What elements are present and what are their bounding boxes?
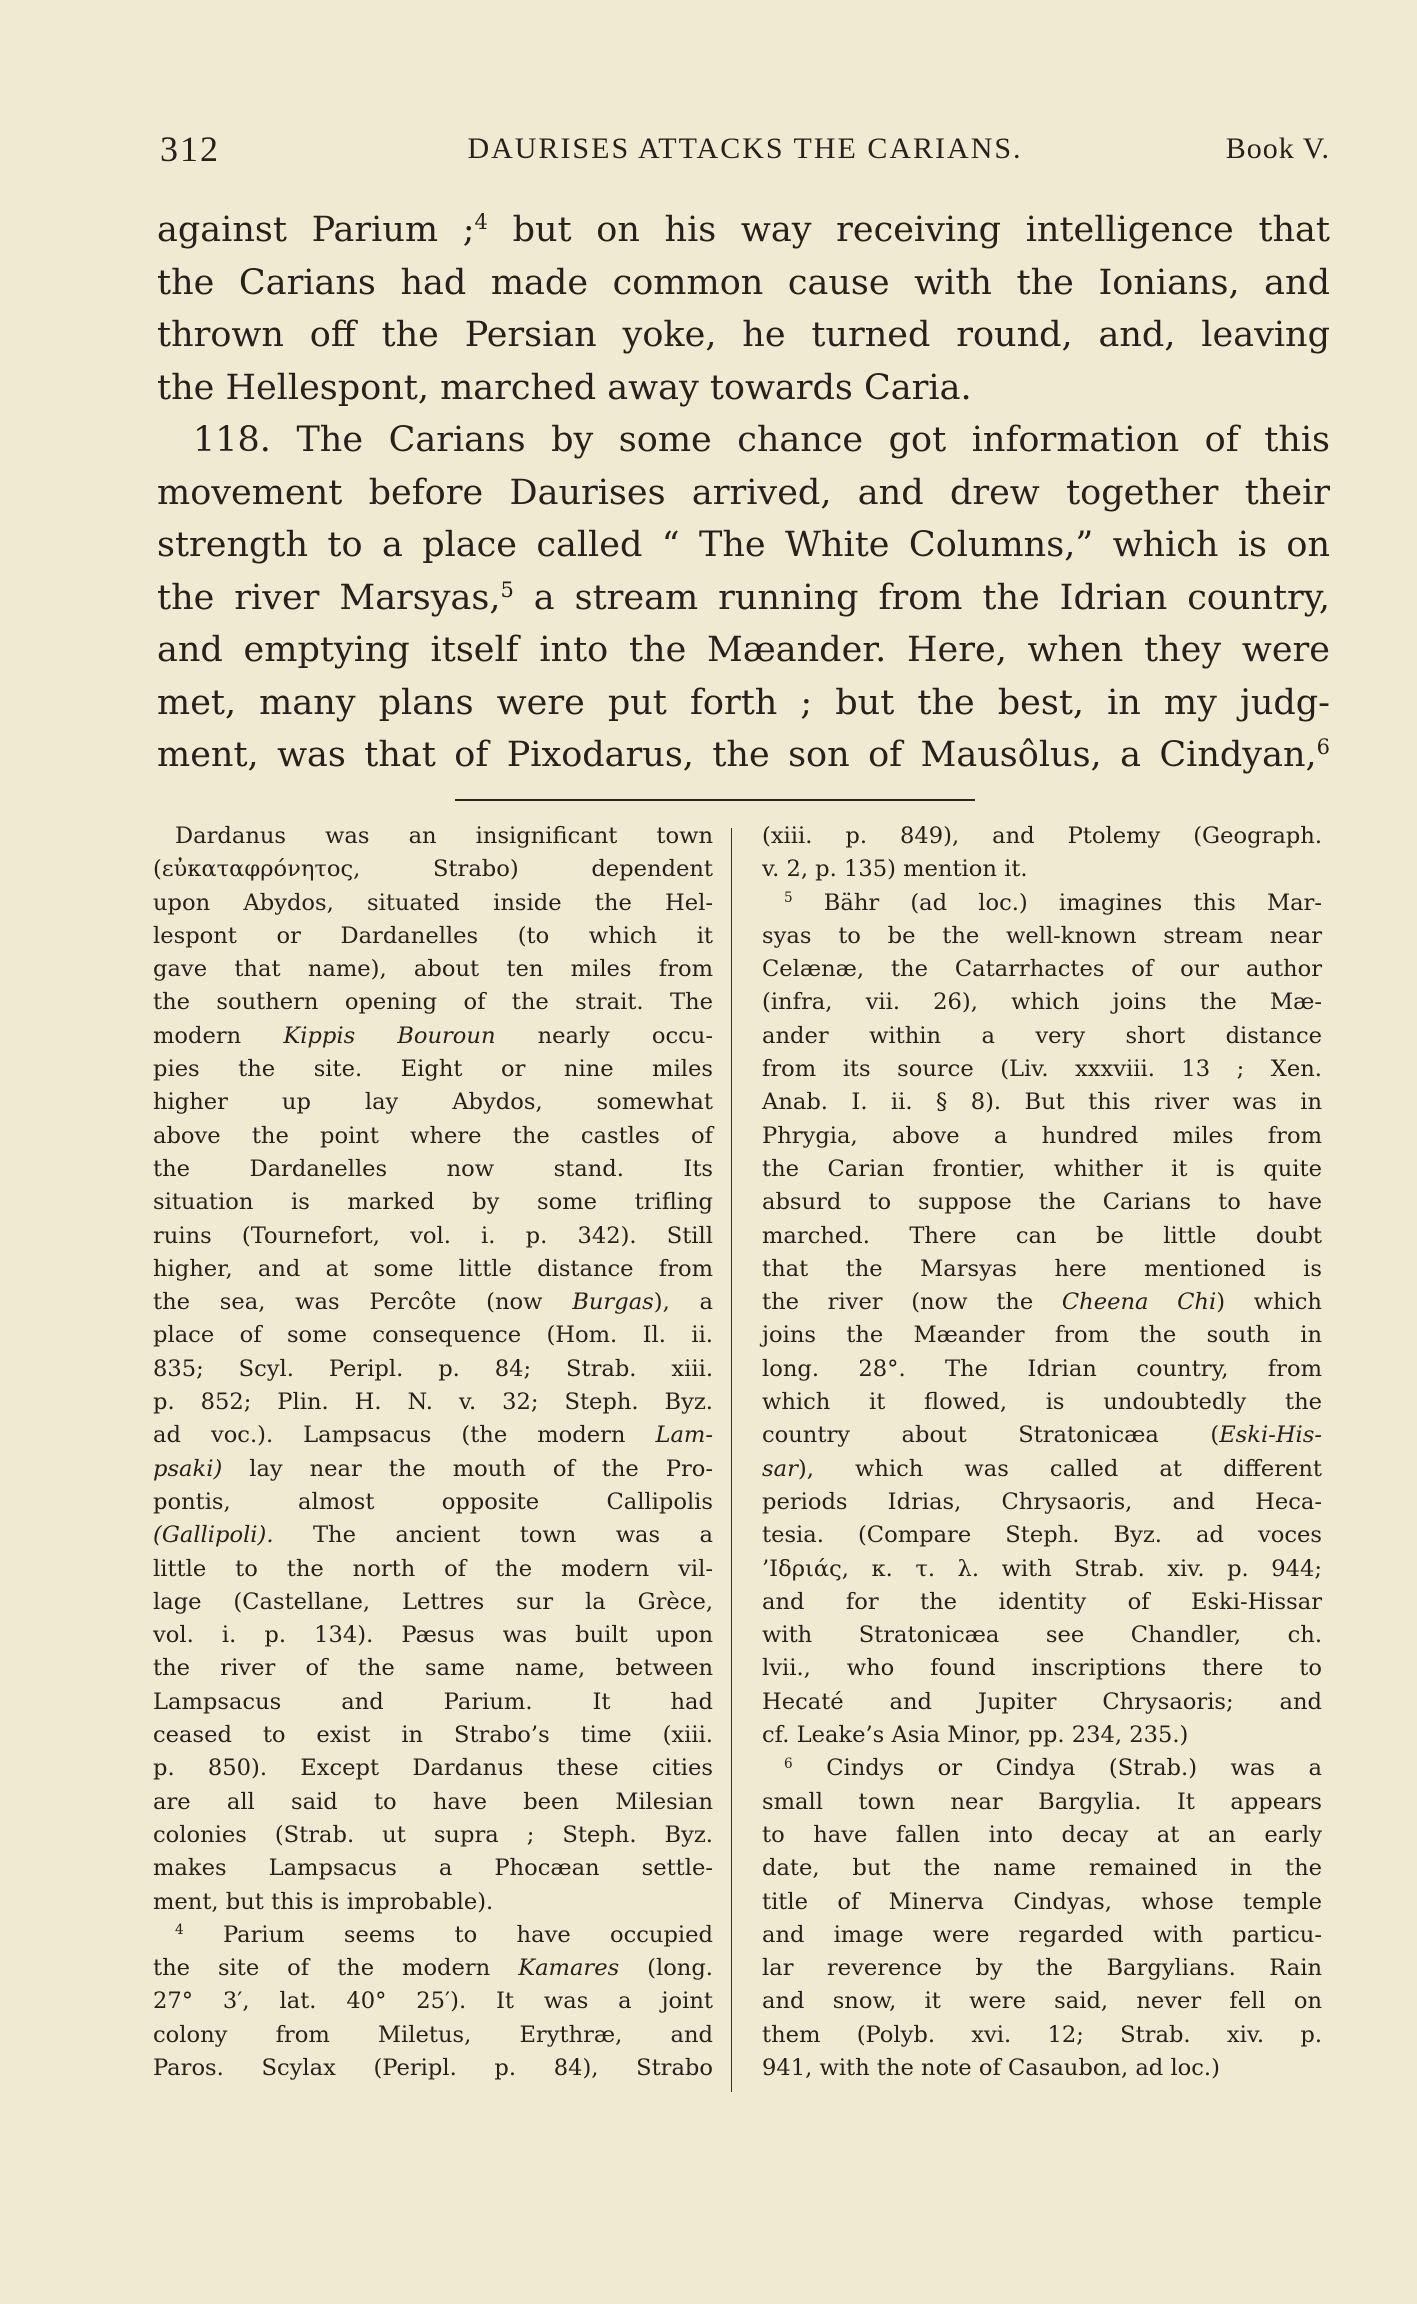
footnote-rule bbox=[455, 799, 975, 801]
note-line: with Stratonicæa see Chandler, ch. bbox=[762, 1622, 1322, 1649]
note-line: the river (now the Cheena Chi) which bbox=[762, 1289, 1322, 1316]
note-line: the Dardanelles now stand. Its bbox=[153, 1155, 713, 1182]
note-line: and image were regarded with particu- bbox=[762, 1921, 1322, 1948]
note-line: (infra, vii. 26), which joins the Mæ- bbox=[762, 989, 1322, 1016]
note-line: pontis, almost opposite Callipolis bbox=[153, 1488, 713, 1515]
note-line: psaki) lay near the mouth of the Pro- bbox=[153, 1455, 713, 1482]
note-line: that the Marsyas here mentioned is bbox=[762, 1255, 1322, 1282]
note-line: v. 2, p. 135) mention it. bbox=[762, 856, 1028, 883]
note-line: colonies (Strab. ut supra ; Steph. Byz. bbox=[153, 1821, 713, 1848]
note-line: tesia. (Compare Steph. Byz. ad voces bbox=[762, 1522, 1322, 1549]
running-header bbox=[160, 128, 1330, 178]
note-line: ment, but this is improbable). bbox=[153, 1888, 494, 1915]
note-line: are all said to have been Milesian bbox=[153, 1788, 713, 1815]
footnotes-right-column bbox=[762, 820, 1322, 2085]
note-line: the sea, was Percôte (now Burgas), a bbox=[153, 1289, 714, 1316]
note-line: modern Kippis Bouroun nearly occu- bbox=[153, 1022, 713, 1049]
footnote-4: $^4$ Parium seems to have occupied bbox=[175, 1921, 713, 1948]
note-line: ad voc.). Lampsacus (the modern Lam- bbox=[153, 1422, 713, 1449]
footnote-ref-6[interactable]: 6 bbox=[1316, 735, 1330, 760]
note-line: (εὐκαταφρόνητος, Strabo) dependent bbox=[153, 856, 713, 883]
text-line: against Parium ;$^4$ but on his way receiving intelligence that bbox=[157, 210, 1330, 250]
note-line: long. 28°. The Idrian country, from bbox=[762, 1355, 1322, 1382]
note-line: Anab. I. ii. § 8). But this river was in bbox=[762, 1089, 1322, 1116]
note-line: gave that name), about ten miles from bbox=[153, 956, 713, 983]
text-line: met, many plans were put forth ; but the best, in my judg- bbox=[157, 682, 1330, 723]
note-line: vol. i. p. 134). Pæsus was built upon bbox=[153, 1622, 713, 1649]
text-line: ment, was that of Pixodarus, the son of Mausôlus, a Cindyan,$^6$ bbox=[157, 735, 1330, 775]
note-line: little to the north of the modern vil- bbox=[153, 1555, 713, 1582]
note-line: from its source (Liv. xxxviii. 13 ; Xen. bbox=[762, 1056, 1322, 1083]
note-line: them (Polyb. xvi. 12; Strab. xiv. p. bbox=[762, 2021, 1322, 2048]
note-line: to have fallen into decay at an early bbox=[762, 1821, 1322, 1848]
note-line: 835; Scyl. Peripl. p. 84; Strab. xiii. bbox=[153, 1355, 713, 1382]
note-line: which it flowed, is undoubtedly the bbox=[762, 1389, 1322, 1416]
note-line: higher up lay Abydos, somewhat bbox=[153, 1089, 713, 1116]
text-line: movement before Daurises arrived, and drew together their bbox=[157, 472, 1330, 513]
footnote-6: $^6$ Cindys or Cindya (Strab.) was a bbox=[784, 1755, 1322, 1782]
text-line: strength to a place called “ The White Columns,” which is on bbox=[157, 525, 1330, 565]
note-line: ander within a very short distance bbox=[762, 1022, 1322, 1049]
note-line: ruins (Tournefort, vol. i. p. 342). Still bbox=[153, 1222, 713, 1249]
note-line: (xiii. p. 849), and Ptolemy (Geograph. bbox=[762, 823, 1322, 849]
note-line: Dardanus was an insignificant town bbox=[175, 823, 713, 849]
note-line: marched. There can be little doubt bbox=[762, 1222, 1322, 1249]
note-line: lvii., who found inscriptions there to bbox=[762, 1655, 1322, 1682]
text-line: and emptying itself into the Mæander. Here, when they were bbox=[157, 630, 1330, 670]
column-divider bbox=[731, 828, 732, 2092]
note-line: and snow, it were said, never fell on bbox=[762, 1988, 1322, 2015]
note-line: title of Minerva Cindyas, whose temple bbox=[762, 1888, 1322, 1915]
note-line: 27° 3′, lat. 40° 25′). It was a joint bbox=[153, 1988, 713, 2015]
note-line: the Carian frontier, whither it is quite bbox=[762, 1155, 1322, 1182]
footnotes-left-column bbox=[153, 820, 713, 2085]
paragraph-118-start: 118. The Carians by some chance got information of this bbox=[193, 420, 1330, 460]
text-line: the Hellespont, marched away towards Caria. bbox=[157, 367, 972, 408]
note-line: ’Ιδριάς, κ. τ. λ. with Strab. xiv. p. 944; bbox=[762, 1555, 1322, 1582]
note-line: cf. Leake’s Asia Minor, pp. 234, 235.) bbox=[762, 1722, 1189, 1749]
note-line: absurd to suppose the Carians to have bbox=[762, 1189, 1322, 1216]
note-line: higher, and at some little distance from bbox=[153, 1255, 713, 1282]
note-line: joins the Mæander from the south in bbox=[762, 1322, 1322, 1349]
note-line: lespont or Dardanelles (to which it bbox=[153, 922, 713, 949]
note-line: Lampsacus and Parium. It had bbox=[153, 1688, 713, 1715]
running-title: DAURISES ATTACKS THE CARIANS. bbox=[467, 132, 1023, 165]
note-line: lar reverence by the Bargylians. Rain bbox=[762, 1955, 1322, 1982]
note-line: Phrygia, above a hundred miles from bbox=[762, 1122, 1322, 1149]
note-line: p. 850). Except Dardanus these cities bbox=[153, 1755, 713, 1782]
note-line: date, but the name remained in the bbox=[762, 1855, 1322, 1882]
footnote-ref-5[interactable]: 5 bbox=[500, 577, 514, 602]
note-line: the site of the modern Kamares (long. bbox=[153, 1955, 713, 1982]
footnote-5: $^5$ Bähr (ad loc.) imagines this Mar- bbox=[784, 889, 1322, 916]
note-line: 941, with the note of Casaubon, ad loc.) bbox=[762, 2054, 1220, 2081]
text-line: thrown off the Persian yoke, he turned round, and, leaving bbox=[157, 315, 1330, 355]
note-line: situation is marked by some trifling bbox=[153, 1189, 713, 1216]
note-line: Paros. Scylax (Peripl. p. 84), Strabo bbox=[153, 2054, 713, 2081]
note-line: p. 852; Plin. H. N. v. 32; Steph. Byz. bbox=[153, 1389, 713, 1416]
note-line: colony from Miletus, Erythræ, and bbox=[153, 2021, 713, 2048]
text-line: the river Marsyas,$^5$ a stream running from the Idrian country, bbox=[157, 577, 1330, 618]
note-line: periods Idrias, Chrysaoris, and Heca- bbox=[762, 1488, 1322, 1515]
note-line: sar), which was called at different bbox=[762, 1455, 1322, 1482]
note-line: and for the identity of Eski-Hissar bbox=[762, 1588, 1322, 1615]
note-line: makes Lampsacus a Phocæan settle- bbox=[153, 1855, 713, 1882]
note-line: syas to be the well-known stream near bbox=[762, 922, 1322, 949]
text-line: the Carians had made common cause with the Ionians, and bbox=[157, 262, 1330, 303]
note-line: the southern opening of the strait. The bbox=[153, 989, 713, 1016]
book-label: Book V. bbox=[1225, 132, 1330, 165]
note-line: Hecaté and Jupiter Chrysaoris; and bbox=[762, 1688, 1322, 1715]
main-text bbox=[157, 204, 1330, 782]
note-line: the river of the same name, between bbox=[153, 1655, 713, 1682]
note-line: above the point where the castles of bbox=[153, 1122, 713, 1149]
page-number: 312 bbox=[160, 129, 220, 169]
note-line: Celænæ, the Catarrhactes of our author bbox=[762, 956, 1322, 983]
note-line: upon Abydos, situated inside the Hel- bbox=[153, 889, 713, 916]
note-line: small town near Bargylia. It appears bbox=[762, 1788, 1322, 1815]
note-line: (Gallipoli). The ancient town was a bbox=[153, 1522, 714, 1549]
note-line: pies the site. Eight or nine miles bbox=[153, 1056, 713, 1083]
note-line: country about Stratonicæa (Eski-His- bbox=[762, 1422, 1322, 1449]
footnote-ref-4[interactable]: 4 bbox=[474, 210, 488, 235]
note-line: lage (Castellane, Lettres sur la Grèce, bbox=[153, 1588, 713, 1615]
note-line: place of some consequence (Hom. Il. ii. bbox=[153, 1322, 713, 1349]
note-line: ceased to exist in Strabo’s time (xiii. bbox=[153, 1722, 713, 1749]
